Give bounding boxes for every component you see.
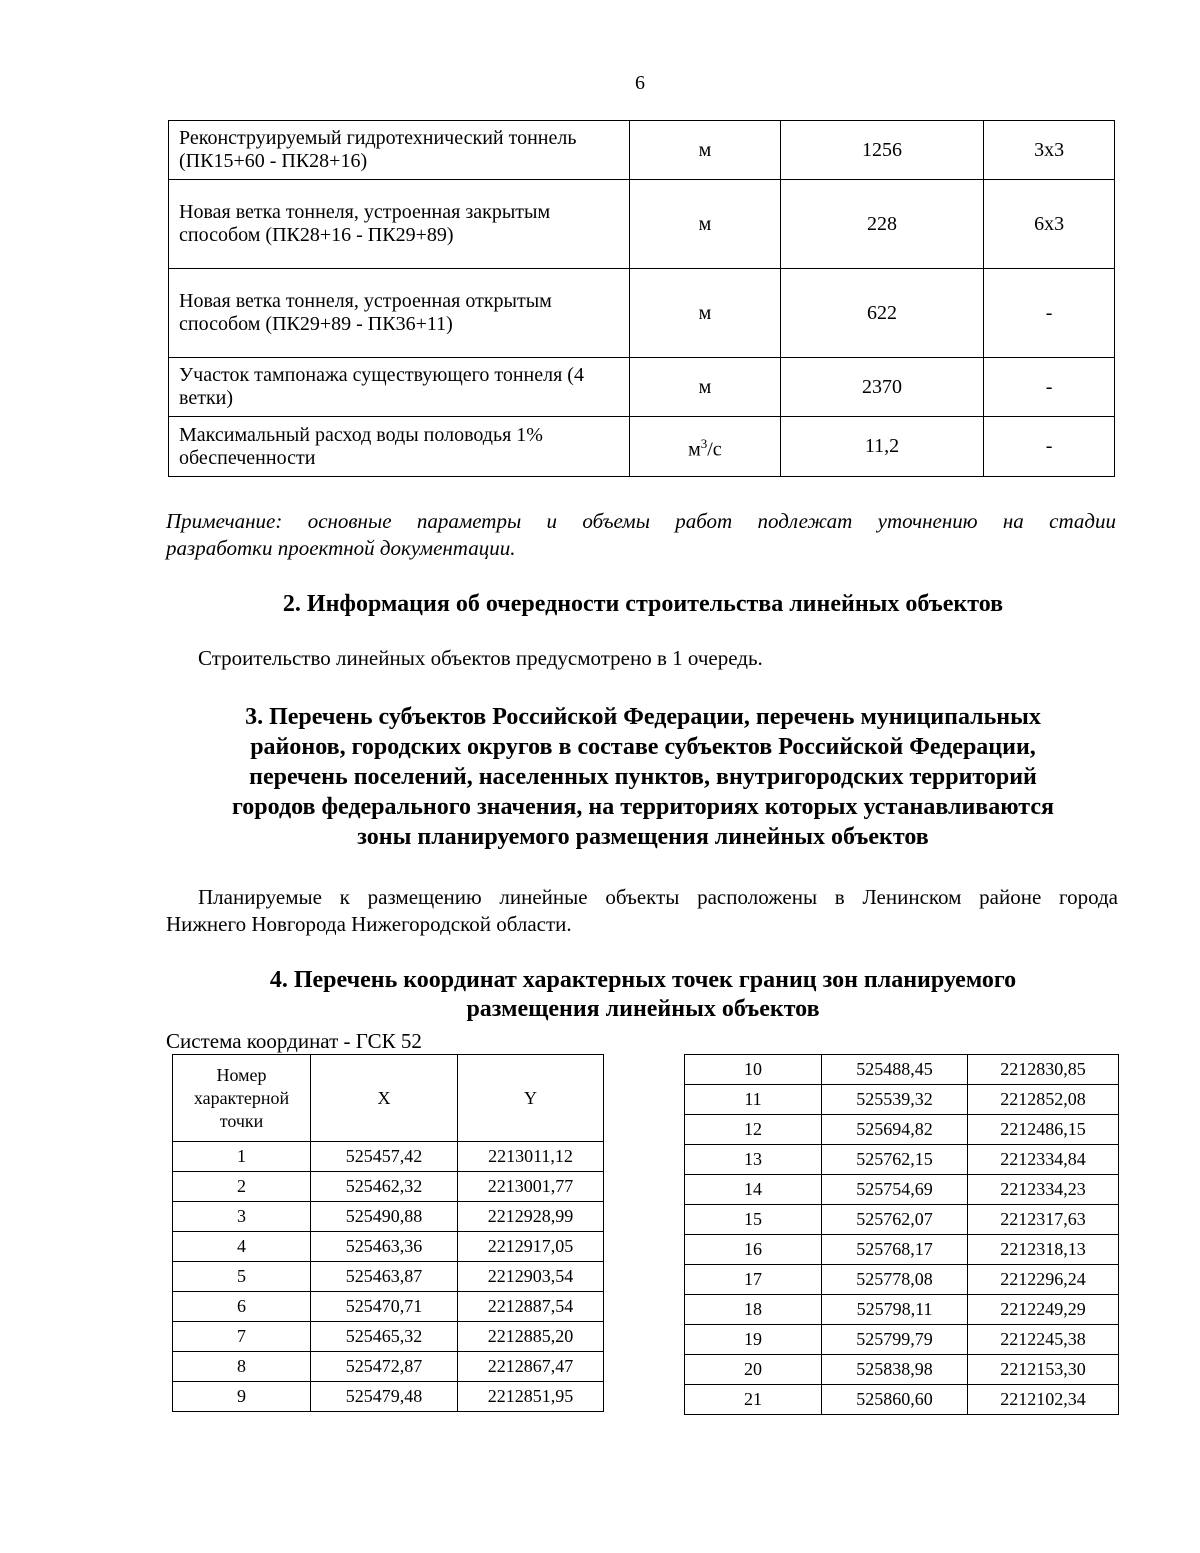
table-row [173, 1202, 604, 1232]
table-row [685, 1145, 1119, 1175]
unit-tail: /с [707, 438, 722, 461]
table-row [685, 1235, 1119, 1265]
coord-x: 525488,45 [822, 1055, 968, 1085]
coord-y: 2212245,38 [968, 1325, 1119, 1355]
point-number: 11 [685, 1085, 822, 1115]
table-row [173, 1262, 604, 1292]
param-name: Новая ветка тоннеля, устроенная открытым способом (ПК29+89 - ПК36+11) [169, 269, 630, 358]
table-row [685, 1385, 1119, 1415]
coord-y: 2212852,08 [968, 1085, 1119, 1115]
param-unit: м [630, 121, 781, 180]
param-size: 6х3 [984, 180, 1115, 269]
point-number: 19 [685, 1325, 822, 1355]
coord-y: 2212317,63 [968, 1205, 1119, 1235]
coord-y: 2212830,85 [968, 1055, 1119, 1085]
coord-x: 525860,60 [822, 1385, 968, 1415]
point-number: 15 [685, 1205, 822, 1235]
point-number: 3 [173, 1202, 311, 1232]
table-row [685, 1325, 1119, 1355]
header-x: X [311, 1055, 458, 1142]
table-row [173, 1232, 604, 1262]
point-number: 9 [173, 1382, 311, 1412]
table-row [685, 1205, 1119, 1235]
unit-superscript: 3 [700, 435, 708, 451]
paragraph-line: Планируемые к размещению линейные объекты расположены в Ленинском районе города [198, 885, 1118, 909]
param-size: - [984, 417, 1115, 477]
table-row [685, 1175, 1119, 1205]
table-row [173, 1292, 604, 1322]
note-line: Примечание: основные параметры и объемы работ подлежат уточнению на стадии [166, 509, 1116, 533]
coord-y: 2212903,54 [458, 1262, 604, 1292]
coord-y: 2212334,23 [968, 1175, 1119, 1205]
coordinate-system-label: Система координат - ГСК 52 [166, 1029, 422, 1053]
coord-x: 525694,82 [822, 1115, 968, 1145]
table-row [685, 1355, 1119, 1385]
coord-x: 525762,07 [822, 1205, 968, 1235]
point-number: 20 [685, 1355, 822, 1385]
heading-line: 4. Перечень координат характерных точек границ зон планируемого [269, 967, 1017, 993]
table-note [166, 508, 1116, 562]
table-row [169, 121, 1115, 180]
paragraph-line: Нижнего Новгорода Нижегородской области. [166, 912, 572, 936]
table-row [173, 1322, 604, 1352]
section-4-heading [160, 966, 1126, 1024]
table-row [685, 1265, 1119, 1295]
heading-line: зоны планируемого размещения линейных объектов [357, 824, 929, 850]
point-number: 8 [173, 1352, 311, 1382]
coord-x: 525762,15 [822, 1145, 968, 1175]
coord-x: 525754,69 [822, 1175, 968, 1205]
note-line: разработки проектной документации. [166, 536, 516, 560]
coord-y: 2212486,15 [968, 1115, 1119, 1145]
coord-x: 525463,87 [311, 1262, 458, 1292]
coord-x: 525472,87 [311, 1352, 458, 1382]
coord-y: 2213001,77 [458, 1172, 604, 1202]
param-size: 3х3 [984, 121, 1115, 180]
coord-y: 2212867,47 [458, 1352, 604, 1382]
header-line: Номер [216, 1064, 267, 1085]
param-value: 1256 [780, 121, 984, 180]
point-number: 10 [685, 1055, 822, 1085]
coord-x: 525457,42 [311, 1142, 458, 1172]
coord-y: 2212318,13 [968, 1235, 1119, 1265]
table-row [173, 1352, 604, 1382]
param-value: 622 [780, 269, 984, 358]
section-2-heading: 2. Информация об очередности строительства линейных объектов [282, 591, 1004, 617]
coord-y: 2212296,24 [968, 1265, 1119, 1295]
coord-y: 2212928,99 [458, 1202, 604, 1232]
point-number: 7 [173, 1322, 311, 1352]
coord-x: 525798,11 [822, 1295, 968, 1325]
table-row [169, 180, 1115, 269]
point-number: 2 [173, 1172, 311, 1202]
header-y: Y [458, 1055, 604, 1142]
param-value: 228 [780, 180, 984, 269]
coord-y: 2212851,95 [458, 1382, 604, 1412]
point-number: 21 [685, 1385, 822, 1415]
coord-y: 2213011,12 [458, 1142, 604, 1172]
param-value: 2370 [780, 358, 984, 417]
heading-line: районов, городских округов в составе субъектов Российской Федерации, [250, 734, 1036, 760]
coord-x: 525479,48 [311, 1382, 458, 1412]
point-number: 18 [685, 1295, 822, 1325]
param-unit: м [630, 180, 781, 269]
section-3-heading [160, 702, 1126, 852]
header-line: характерной [193, 1087, 290, 1108]
heading-line: перечень поселений, населенных пунктов, внутригородских территорий [249, 764, 1037, 790]
table-row [173, 1382, 604, 1412]
coord-y: 2212887,54 [458, 1292, 604, 1322]
point-number: 6 [173, 1292, 311, 1322]
param-size: - [984, 358, 1115, 417]
coordinates-table-right [684, 1054, 1119, 1415]
point-number: 1 [173, 1142, 311, 1172]
page-number: 6 [635, 72, 645, 94]
point-number: 13 [685, 1145, 822, 1175]
heading-line: 3. Перечень субъектов Российской Федерации, перечень муниципальных [245, 704, 1041, 730]
coord-x: 525778,08 [822, 1265, 968, 1295]
table-row [685, 1115, 1119, 1145]
table-row [685, 1055, 1119, 1085]
heading-line: городов федерального значения, на территориях которых устанавливаются [231, 794, 1055, 820]
param-unit [630, 417, 781, 477]
point-number: 12 [685, 1115, 822, 1145]
table-row [169, 269, 1115, 358]
heading-line: размещения линейных объектов [466, 996, 820, 1022]
coord-x: 525838,98 [822, 1355, 968, 1385]
coord-y: 2212102,34 [968, 1385, 1119, 1415]
table-row [169, 358, 1115, 417]
header-point-number [173, 1055, 311, 1142]
point-number: 17 [685, 1265, 822, 1295]
param-unit: м [630, 269, 781, 358]
coord-x: 525465,32 [311, 1322, 458, 1352]
param-name: Участок тампонажа существующего тоннеля (4 ветки) [169, 358, 630, 417]
coord-x: 525462,32 [311, 1172, 458, 1202]
coord-x: 525799,79 [822, 1325, 968, 1355]
table-row [173, 1142, 604, 1172]
table-row [685, 1085, 1119, 1115]
coord-x: 525463,36 [311, 1232, 458, 1262]
unit-base: м [688, 438, 701, 461]
coord-y: 2212249,29 [968, 1295, 1119, 1325]
param-size: - [984, 269, 1115, 358]
coord-y: 2212885,20 [458, 1322, 604, 1352]
param-unit: м [630, 358, 781, 417]
table-header-row [173, 1055, 604, 1142]
param-name: Новая ветка тоннеля, устроенная закрытым способом (ПК28+16 - ПК29+89) [169, 180, 630, 269]
point-number: 16 [685, 1235, 822, 1265]
coord-x: 525470,71 [311, 1292, 458, 1322]
table-row [685, 1295, 1119, 1325]
coord-x: 525539,32 [822, 1085, 968, 1115]
param-value: 11,2 [780, 417, 984, 477]
param-name: Максимальный расход воды половодья 1% обеспеченности [169, 417, 630, 477]
coord-x: 525768,17 [822, 1235, 968, 1265]
coord-y: 2212334,84 [968, 1145, 1119, 1175]
point-number: 5 [173, 1262, 311, 1292]
coord-x: 525490,88 [311, 1202, 458, 1232]
header-line: точки [219, 1110, 264, 1131]
table-row [169, 417, 1115, 477]
parameters-table [168, 120, 1115, 477]
section-2-text: Строительство линейных объектов предусмотрено в 1 очередь. [198, 646, 763, 670]
table-row [173, 1172, 604, 1202]
coordinates-table-left [172, 1054, 604, 1412]
coord-y: 2212917,05 [458, 1232, 604, 1262]
point-number: 14 [685, 1175, 822, 1205]
param-name: Реконструируемый гидротехнический тоннель (ПК15+60 - ПК28+16) [169, 121, 630, 180]
section-3-text [166, 884, 1118, 938]
point-number: 4 [173, 1232, 311, 1262]
coord-y: 2212153,30 [968, 1355, 1119, 1385]
